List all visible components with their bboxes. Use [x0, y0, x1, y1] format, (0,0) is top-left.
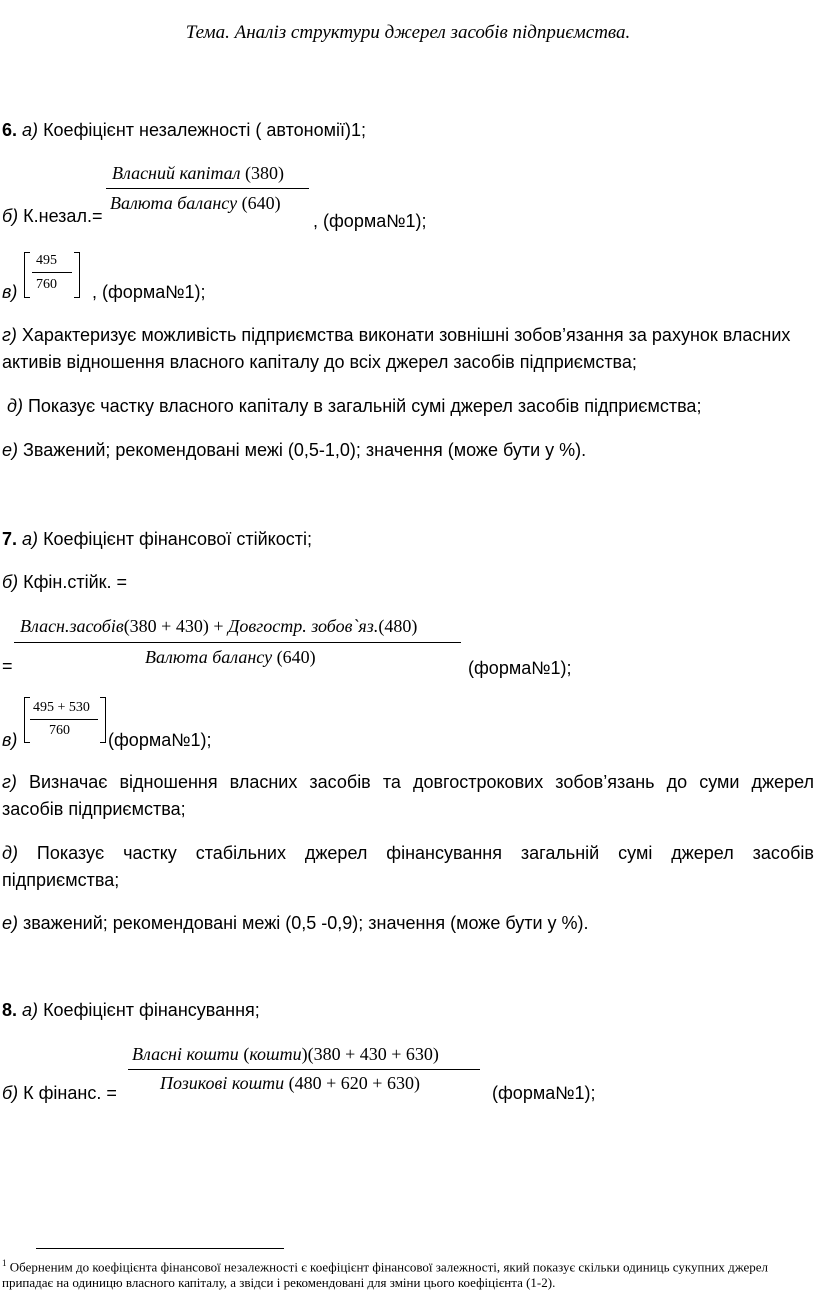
item-f-line: [2, 913, 589, 934]
formula-lhs: Кфін.стійк. =: [23, 572, 128, 592]
form-reference: (форма№1);: [492, 1083, 596, 1103]
stability-formula-denominator: [145, 647, 316, 668]
numerator-value-1: (380 + 430) +: [123, 616, 224, 636]
bracket-numerator: 495 + 530: [33, 700, 90, 715]
bracket-denominator: 760: [49, 723, 70, 738]
item-e-label: д): [2, 843, 18, 863]
stability-ratio-title: Коефіцієнт фінансової стійкості;: [43, 529, 312, 549]
fraction-bar: [128, 1069, 480, 1070]
numerator-text-1: Власн.засобів: [20, 616, 124, 636]
item-d-text: Характеризує можливість підприємства виконати зовнішні зобов’язання за рахунок власних: [21, 325, 791, 345]
right-bracket: [100, 697, 106, 743]
item-f-label: е): [2, 440, 19, 460]
autonomy-formula-lhs: [2, 206, 102, 227]
item-a-label: а): [22, 529, 39, 549]
section-8-number: 8.: [2, 1000, 18, 1020]
item-b-label: б): [2, 206, 19, 226]
numerator-value-2: (480): [378, 616, 418, 636]
numerator-value: (380): [245, 163, 285, 183]
fraction-bar: [14, 642, 461, 643]
denominator-value: (640): [276, 647, 316, 667]
section-7-number: 7.: [2, 529, 18, 549]
item-b-label: б): [2, 572, 19, 592]
item-b-label: б): [2, 1083, 19, 1103]
numerator-text-1: Власні кошти: [132, 1044, 239, 1064]
section-8-heading: [2, 1000, 260, 1021]
form-reference: (форма№1);: [108, 730, 212, 750]
financing-formula-lhs: [2, 1083, 117, 1104]
stability-formula-lhs: [2, 572, 127, 593]
page-header-title: Тема. Аналіз структури джерел засобів підприємства.: [185, 22, 631, 43]
right-bracket: [74, 252, 80, 298]
item-e-line: [7, 396, 701, 417]
item-d-line-1: [2, 325, 790, 346]
numerator-paren: (: [243, 1044, 250, 1064]
formula-lhs: К фінанс. =: [23, 1083, 117, 1103]
numerator-text-2: Довгостр. зобов`яз.: [227, 616, 379, 636]
denominator-text: Валюта балансу: [110, 193, 238, 213]
autonomy-formula-numerator: [112, 163, 284, 184]
form-reference: (форма№1);: [468, 658, 572, 678]
item-e-line-2: підприємства;: [2, 870, 120, 890]
item-f-label: е): [2, 913, 19, 933]
item-f-text: зважений; рекомендовані межі (0,5 -0,9); значення (може бути у %).: [23, 913, 589, 933]
bracket-numerator: 495: [36, 253, 57, 268]
item-d-line-1: [2, 772, 814, 793]
item-e-line-1: [2, 843, 814, 864]
financing-formula-denominator: [160, 1073, 420, 1094]
denominator-text: Позикові кошти: [160, 1073, 285, 1093]
footnote-line-2: припадає на одиницю власного капіталу, а звідси і рекомендовані для зміни цього коефіцієнта (1-2).: [2, 1275, 556, 1290]
form-reference: , (форма№1);: [313, 211, 427, 231]
item-e-text: Показує частку власного капіталу в загальній сумі джерел засобів підприємства;: [27, 396, 702, 416]
financing-formula-numerator: [132, 1044, 439, 1065]
footnote-line-1: [2, 1258, 768, 1275]
fraction-bar: [106, 188, 309, 189]
item-d-label: г): [2, 772, 17, 792]
denominator-value: (480 + 620 + 630): [288, 1073, 420, 1093]
numerator-text-2: кошти: [249, 1044, 302, 1064]
left-bracket: [24, 252, 30, 298]
item-e-label: д): [7, 396, 23, 416]
equals-sign: =: [2, 656, 13, 676]
fraction-bar: [30, 719, 98, 720]
stability-formula-numerator: [20, 616, 417, 637]
numerator-text: Власний капітал: [112, 163, 241, 183]
formula-lhs: К.незал.=: [23, 206, 103, 226]
denominator-value: (640): [241, 193, 281, 213]
item-a-label: а): [22, 1000, 39, 1020]
section-7-heading: [2, 529, 312, 550]
item-d-label: г): [2, 325, 17, 345]
item-f-text: Зважений; рекомендовані межі (0,5-1,0); значення (може бути у %).: [23, 440, 587, 460]
item-d-line-2: засобів підприємства;: [2, 799, 186, 819]
financing-ratio-title: Коефіцієнт фінансування;: [43, 1000, 260, 1020]
item-a-label: а): [22, 120, 39, 140]
fraction-bar: [32, 272, 72, 273]
item-e-text: Показує частку стабільних джерел фінансування загальній сумі джерел засобів: [36, 843, 814, 863]
item-c-label: в): [2, 730, 18, 750]
footnote-mark: 1: [2, 1258, 7, 1268]
item-d-line-2: активів відношення власного капіталу до всіх джерел засобів підприємства;: [2, 352, 637, 372]
footnote-text-1: Оберненим до коефіцієнта фінансової незалежності є коефіцієнт фінансової залежності, який показує скільки одиниць сукупних джерел: [9, 1259, 769, 1275]
item-f-line: [2, 440, 586, 461]
footnote-separator: [36, 1248, 284, 1249]
form-reference: , (форма№1);: [92, 282, 206, 302]
denominator-text: Валюта балансу: [145, 647, 273, 667]
numerator-value: )(380 + 430 + 630): [301, 1044, 439, 1064]
autonomy-ratio-title: Коефіцієнт незалежності ( автономії)1;: [43, 120, 366, 140]
section-6-number: 6.: [2, 120, 18, 140]
autonomy-formula-denominator: [110, 193, 281, 214]
section-6-heading: [2, 120, 366, 141]
item-c-label: в): [2, 282, 18, 302]
item-d-text: Визначає відношення власних засобів та довгострокових зобов’язань до суми джерел: [28, 772, 814, 792]
bracket-denominator: 760: [36, 277, 57, 292]
left-bracket: [24, 697, 30, 743]
